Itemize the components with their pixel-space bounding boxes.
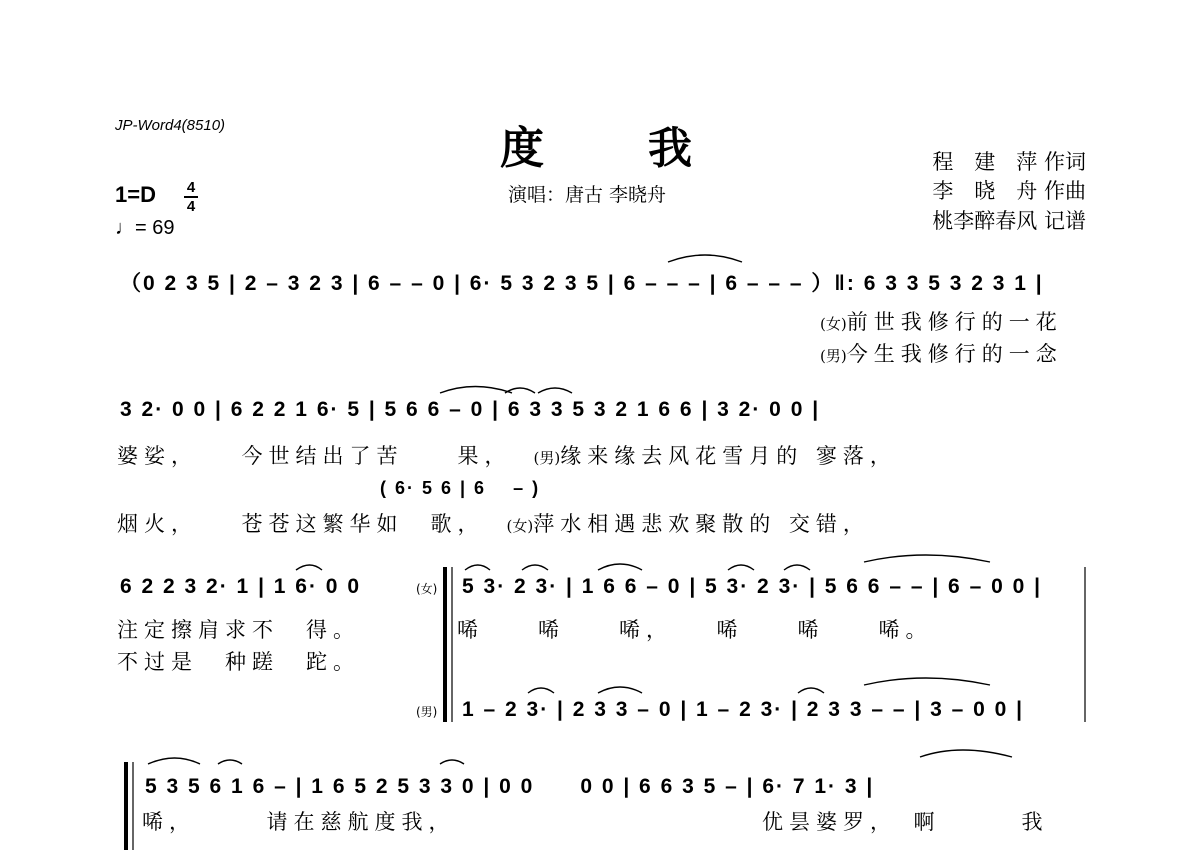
- singers: 演唱：唐古 李晓舟: [508, 184, 667, 206]
- system-3-notes-male: 1 – 2 3· | 2 3 3 – 0 | 1 – 2 3· | 2 3 3 – – | 3 – 0 0 |: [462, 698, 1025, 721]
- system-2-notes: 3 2· 0 0 | 6 2 2 1 6· 5 | 5 6 6 – 0 | 6 3 3 5 3 2 1 6 6 | 3 2· 0 0 |: [120, 398, 821, 421]
- tempo-mark: ♩= 69: [115, 217, 175, 239]
- lyric-text: 前世我修行的一花: [846, 310, 1063, 334]
- system-4-notes: 5 3 5 6 1 6 – | 1 6 5 2 5 3 3 0 | 0 0 0 0 | 6 6 3 5 – | 6· 7 1· 3 |: [145, 775, 875, 798]
- system-3-notes-female: 5 3· 2 3· | 1 6 6 – 0 | 5 3· 2 3· | 5 6 6 – – | 6 – 0 0 |: [462, 575, 1042, 598]
- credit-lyricist: 程 建 萍 作词: [932, 150, 1086, 174]
- credit-transcriber: 桃李醉春风 记谱: [932, 209, 1086, 233]
- system-3-lyric-female: 唏 唏 唏， 唏 唏 唏。: [457, 618, 933, 642]
- system-4-lyric-1: 唏， 请在慈航度我，: [142, 810, 456, 834]
- system-3-lyric-left-2: 不过是 种蹉 跎。: [117, 650, 360, 674]
- time-top: 4: [186, 179, 196, 196]
- system-3-lyric-left-1: 注定擦肩求不 得。: [117, 618, 360, 642]
- lyric-text: 婆娑， 今世结出了苦 果，: [117, 444, 512, 468]
- title-char-2: 我: [648, 123, 692, 174]
- time-bottom: 4: [186, 198, 196, 215]
- lyric-text: 烟火， 苍苍这繁华如 歌，: [117, 512, 485, 536]
- system-3-notes-left: 6 2 2 3 2· 1 | 1 6· 0 0: [120, 575, 361, 598]
- title-char-1: 度: [500, 123, 544, 174]
- role-male-label: (男): [416, 705, 438, 719]
- role-male: (男): [820, 347, 847, 365]
- key-signature: 1=D: [115, 182, 156, 207]
- credit-composer: 李 晓 舟 作曲: [932, 179, 1086, 203]
- system-2-bracket-notes: ( 6· 5 6 | 6 – ): [380, 478, 541, 498]
- role-male: (男): [533, 449, 561, 467]
- system-4-lyric-2: 优昙婆罗， 啊 我: [762, 810, 1049, 834]
- system-1-notes: （0 2 3 5 | 2 – 3 2 3 | 6 – – 0 | 6· 5 3 2 3 5 | 6 – – – | 6 – – – ）‖: 6 3 3 5 3 2 3 1 |: [120, 272, 1044, 295]
- lyric-text: 萍水相遇悲欢聚散的 交错，: [533, 512, 870, 536]
- role-female: (女): [506, 517, 534, 535]
- lyric-text: 缘来缘去风花雪月的 寥落，: [560, 444, 897, 468]
- role-female-label: (女): [416, 582, 438, 596]
- software-label: JP-Word4(8510): [115, 117, 226, 134]
- role-female: (女): [820, 315, 847, 333]
- lyric-text: 今生我修行的一念: [846, 342, 1063, 366]
